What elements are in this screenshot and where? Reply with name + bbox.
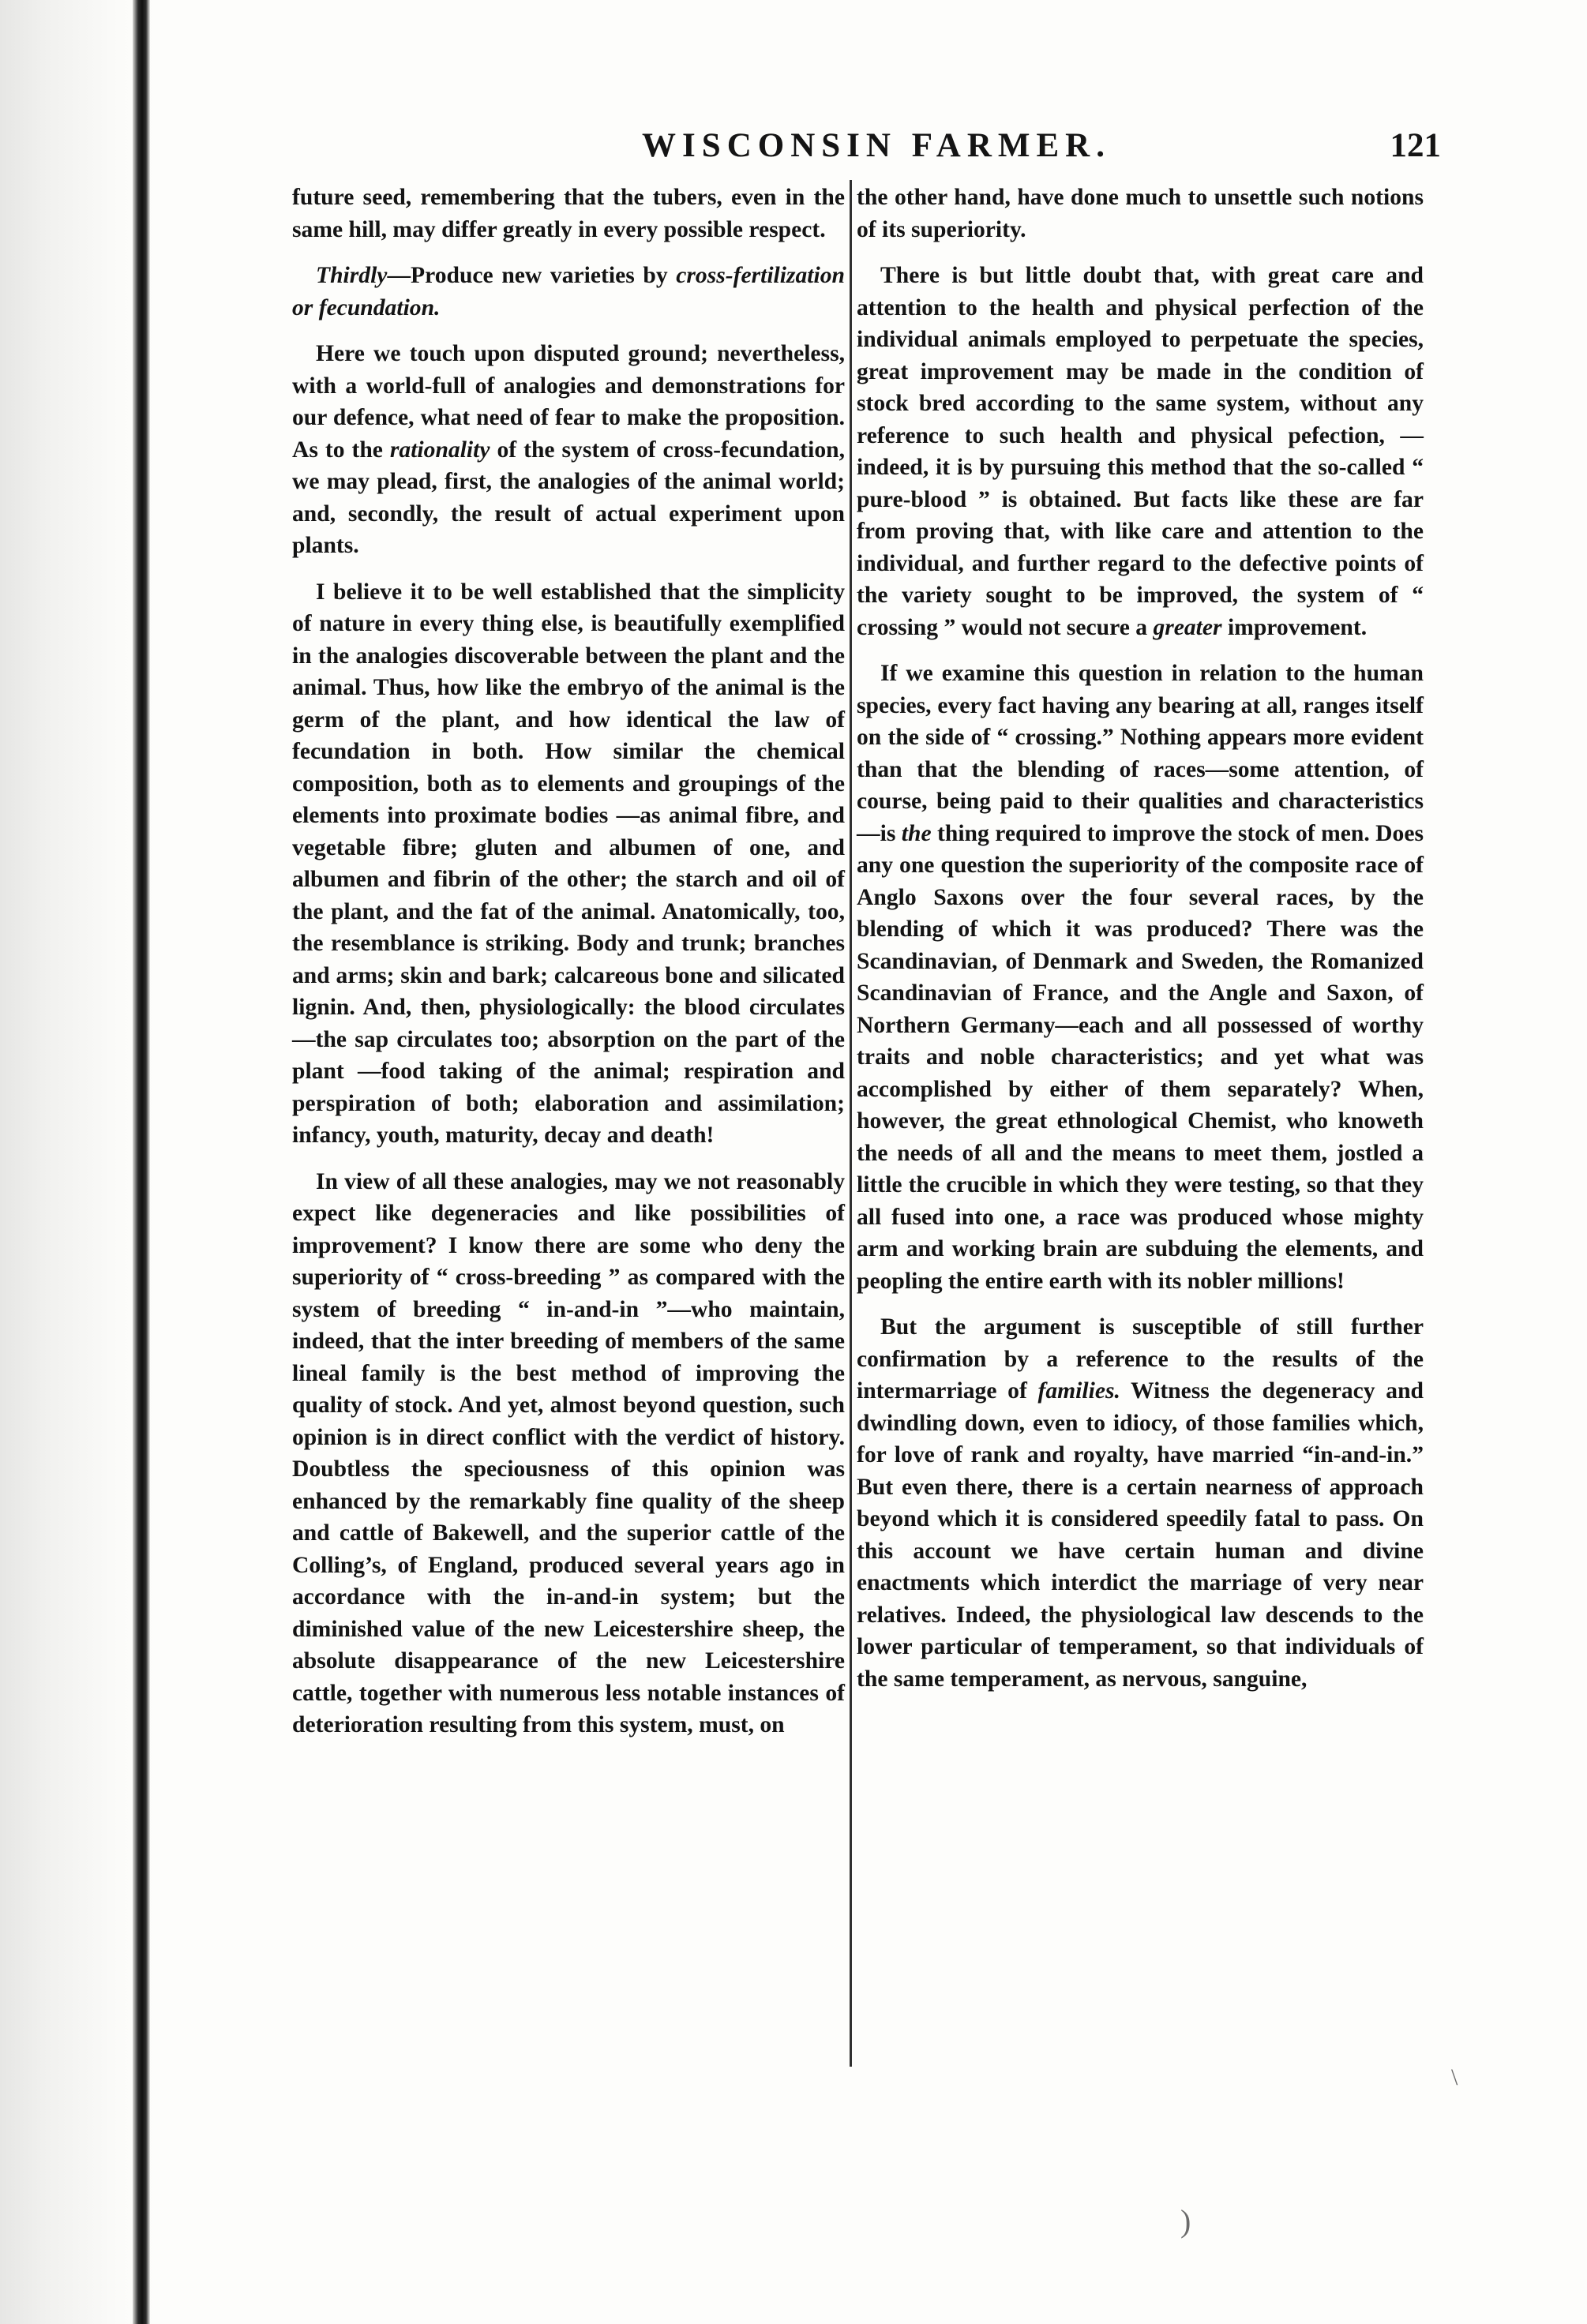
emphasis: rationality <box>389 437 490 463</box>
paragraph: In view of all these analogies, may we not reasonably expect like degeneracies and like possibilities of improvement? I know there are some who deny the superiority of “ cross-breeding ” as compared with the system of breeding “ in-and-in ”—who maintain, indeed, that the inter breeding of members of the same lineal family is the best method of improving the quality of stock. And yet, almost beyond question, such opinion is in direct conflict with the verdict of history. Doubtless the speciousness of this opinion was enhanced by the remarkably fine quality of the sheep and cattle of Bakewell, and the superior cattle of the Colling’s, of England, produced several years ago in accordance with the in-and-in system; but the diminished value of the new Leicestershire sheep, the absolute disappearance of the new Leicestershire cattle, together with numerous less notable instances of deterioration resulting from this system, must, on <box>292 1168 845 1737</box>
running-header: WISCONSIN FARMER. <box>642 127 1111 164</box>
paragraph-text: Here we touch upon disputed ground; nevertheless, with a world-full of analogies and demonstrations for our defence, what need of fear to make the proposition. As to the <box>292 341 845 463</box>
paragraph-text: of the system of cross-fecundation, we may plead, first, the analogies of the animal world; and, secondly, the result of actual experiment upon plants. <box>292 437 846 558</box>
left-column <box>292 182 845 1741</box>
right-column <box>857 182 1424 1695</box>
paragraph <box>292 260 845 324</box>
column-rule <box>850 180 852 2067</box>
emphasis: greater <box>1153 614 1222 640</box>
binding-rule <box>133 0 150 2324</box>
paragraph: the other hand, have done much to unsettle such notions of its superiority. <box>857 185 1424 242</box>
scan-mark: \ <box>1451 2064 1458 2090</box>
paragraph <box>292 338 845 562</box>
paragraph-text: But the argument is susceptible of still further confirmation by a reference to the results of the intermarriage of <box>857 1314 1424 1404</box>
paragraph-text: If we examine this question in relation to the human species, every fact having any bearing at all, ranges itself on the side of “ crossing.” Nothing appears more evident than that the blending of races—some attention, of course, being paid to their qualities and characteristics—is <box>857 661 1424 846</box>
paragraph <box>857 658 1424 1297</box>
paragraph: I believe it to be well established that the simplicity of nature in every thing else, is beautifully exemplified in the analogies discoverable between the plant and the animal. Thus, how like the embryo of the animal is the germ of the plant, and how identical the law of fecundation in both. How similar the chemical composition, both as to elements and groupings of the elements into proximate bodies —as animal fibre, and vegetable fibre; gluten and albumen of one, and albumen and fibrin of the other; the starch and oil of the plant, and the fat of the animal. Anatomically, too, the resemblance is striking. Body and trunk; branches and arms; skin and bark; calcareous bone and silicated lignin. And, then, physiologically: the blood circulates—the sap circulates too; absorption on the part of the plant —food taking of the animal; respiration and perspiration of both; elaboration and assimilation; infancy, youth, maturity, decay and death! <box>292 579 845 1148</box>
emphasis: Thirdly <box>316 263 388 288</box>
paragraph <box>857 1311 1424 1695</box>
paragraph-text: —Produce new varieties by <box>387 263 677 288</box>
paragraph <box>857 260 1424 643</box>
paragraph-text: thing required to improve the stock of men. Does any one question the superiority of the composite race of Anglo Saxons over the four several races, by the blending of which it was produced? There was the Scandinavian, of Denmark and Sweden, the Romanized Scandinavian of France, and the Angle and Saxon, of Northern Germany—each and all possessed of worthy traits and noble characteristics; and yet what was accomplished by either of them separately? When, however, the great ethnological Chemist, who knoweth the needs of all and the means to meet them, jostled a little the crucible in which they were testing, so that they all fused into one, a race was produced whose mighty arm and working brain are subduing the elements, and peopling the entire earth with its nobler millions! <box>857 820 1424 1294</box>
page-number: 121 <box>1390 127 1441 164</box>
scan-mark: ) <box>1180 2203 1191 2239</box>
paragraph-text: Witness the degeneracy and dwindling down, even to idiocy, of those families which, for love of rank and royalty, have married “in-and-in.” But even there, there is a certain nearness of approach beyond which it is considered speedily fatal to pass. On this account we have certain human and divine enactments which interdict the marriage of very near relatives. Indeed, the physiological law descends to the lower particular of temperament, so that individuals of the same temperament, as nervous, sanguine, <box>857 1378 1424 1692</box>
emphasis: cross-fertilization or fecundation. <box>292 263 845 320</box>
paragraph-text: improvement. <box>1221 614 1368 640</box>
paragraph: future seed, remembering that the tubers, even in the same hill, may differ greatly in every possible respect. <box>292 185 845 242</box>
paragraph-text: There is but little doubt that, with great care and attention to the health and physical perfection of the individual animals employed to perpetuate the species, great improvement may be made in the condition of stock bred according to the same system, without any reference to such health and physical pefection, —indeed, it is by pursuing this method that the so-called “ pure-blood ” is obtained. But facts like these are far from proving that, with like care and attention to the individual, and further regard to the defective points of the variety sought to be improved, the system of “ crossing ” would not secure a <box>857 263 1424 640</box>
emphasis: the <box>901 820 932 846</box>
emphasis: families. <box>1037 1378 1120 1404</box>
